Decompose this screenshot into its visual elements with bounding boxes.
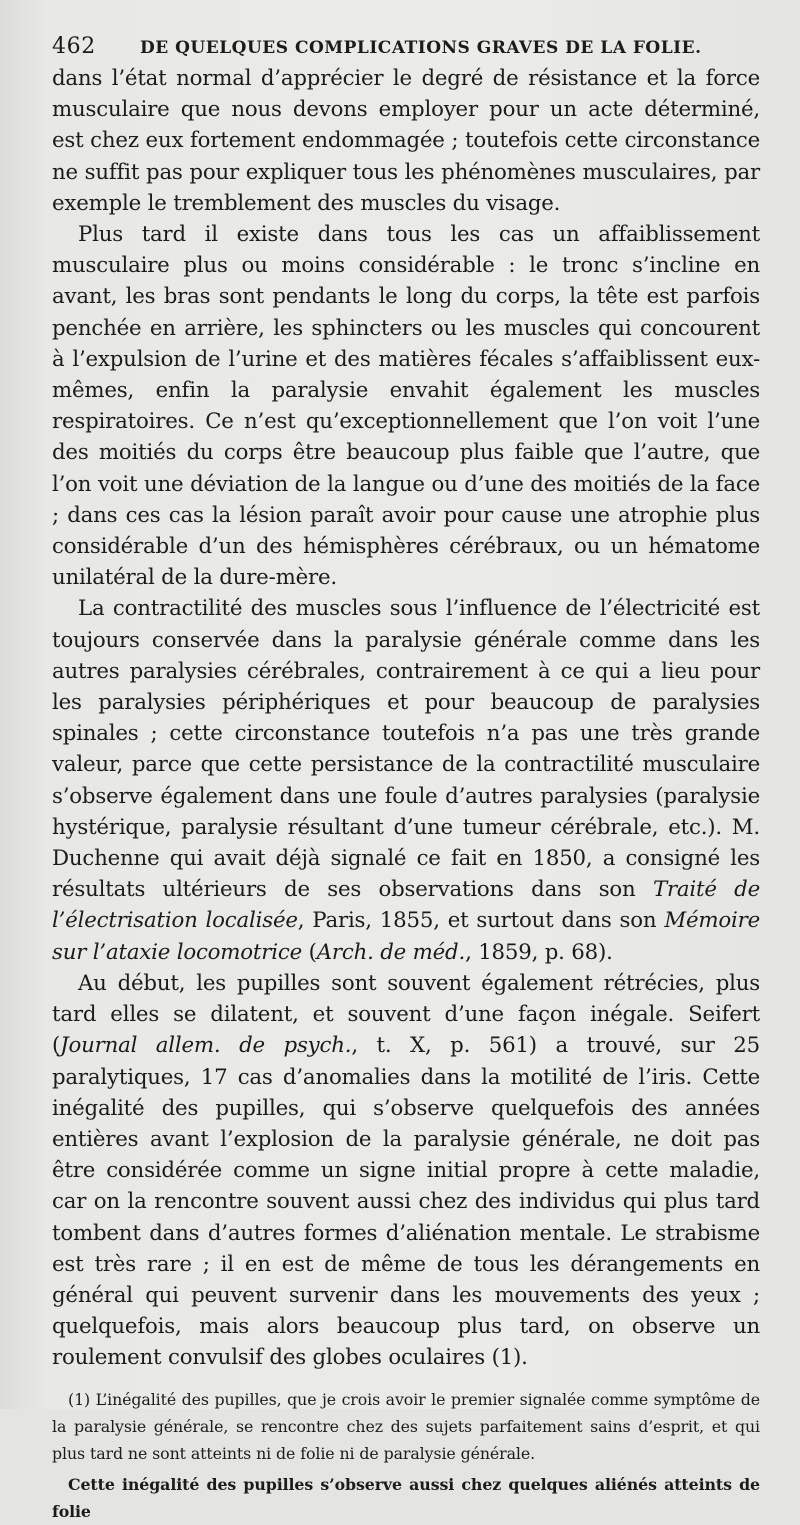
italic-title-memoire: Mémoire sur l’ataxie locomotrice bbox=[52, 908, 760, 965]
paragraph-4-text-b: , t. X, p. 561) a trouvé, sur 25 paralytiques, 17 cas d’anomalies dans la motilité de l’iris. Cette inégalité des pupilles, qui s’observe quelquefois des années entières avant l’explosion de la paralysie générale, ne doit pas être considérée comme un signe initial propre à cette maladie, car on la rencontre souvent aussi chez des individus qui plus tard tombent dans d’autres formes d’aliénation mentale. Le strabisme est très rare ; il en est de même de tous les dérangements en général qui peuvent survenir dans les mouvements des yeux ; quelquefois, mais alors beaucoup plus tard, on observe un roulement convulsif des globes oculaires (1). bbox=[52, 1033, 761, 1371]
paragraph-4 bbox=[52, 968, 760, 1374]
paragraph-3-text-d: , 1859, p. 68). bbox=[465, 939, 613, 965]
running-title: DE QUELQUES COMPLICATIONS GRAVES DE LA FOLIE. bbox=[140, 38, 702, 58]
running-head bbox=[52, 34, 760, 59]
paragraph-3 bbox=[52, 593, 760, 967]
paragraph-3-text-c: ( bbox=[302, 939, 317, 965]
italic-journal-arch: Arch. de méd. bbox=[316, 939, 466, 965]
paragraph-2: Plus tard il existe dans tous les cas un affaiblissement musculaire plus ou moins considérable : le tronc s’incline en avant, les bras sont pendants le long du corps, la tête est parfois penchée en arrière, les sphincters ou les muscles qui concourent à l’expulsion de l’urine et des matières fécales s’affaiblissent eux-mêmes, enfin la paralysie envahit également les muscles respiratoires. Ce n’est qu’exceptionnellement que l’on voit l’une des moitiés du corps être beaucoup plus faible que l’autre, que l’on voit une déviation de la langue ou d’une des moitiés de la face ; dans ces cas la lésion paraît avoir pour cause une atrophie plus considérable d’un des hémisphères cérébraux, ou un hématome unilatéral de la dure-mère. bbox=[52, 222, 760, 591]
footnote-1: (1) L’inégalité des pupilles, que je crois avoir le premier signalée comme symptôme de la paralysie générale, se rencontre chez des sujets parfaitement sains d’esprit, et qui plus tard ne sont atteints ni de folie ni de paralysie générale. bbox=[52, 1389, 760, 1463]
footnotes bbox=[52, 1386, 760, 1525]
paragraph-1: dans l’état normal d’apprécier le degré de résistance et la force musculaire que nous devons employer pour un acte déterminé, est chez eux fortement endommagée ; toutefois cette circonstance ne suffit pas pour expliquer tous les phénomènes musculaires, par exemple le tremblement des muscles du visage. bbox=[52, 66, 760, 216]
paragraph-3-text-a: La contractilité des muscles sous l’influence de l’électricité est toujours conservée dans la paralysie générale comme dans les autres paralysies cérébrales, contrairement à ce qui a lieu pour les paralysies périphériques et pour beaucoup de paralysies spinales ; cette circonstance toutefois n’a pas une très grande valeur, parce que cette persistance de la contractilité musculaire s’observe également dans une foule d’autres paralysies (paralysie hystérique, paralysie résultant d’une tumeur cérébrale, etc.). M. Duchenne qui avait déjà signalé ce fait en 1850, a consigné les résultats ultérieurs de ses observations dans son bbox=[52, 596, 760, 903]
page-number: 462 bbox=[52, 34, 96, 59]
italic-title-traite: Traité de l’électrisation localisée bbox=[52, 877, 760, 934]
body-text bbox=[52, 63, 760, 1374]
paragraph-4-text-a: Au début, les pupilles sont souvent également rétrécies, plus tard elles se dilatent, et souvent d’une façon inégale. Seifert ( bbox=[52, 970, 760, 1059]
italic-journal-allem: Journal allem. de psych. bbox=[60, 1033, 352, 1059]
footnote-continuation: Cette inégalité des pupilles s’observe aussi chez quelques aliénés atteints de folie bbox=[52, 1474, 760, 1521]
paragraph-3-text-b: , Paris, 1855, et surtout dans son bbox=[297, 908, 665, 934]
